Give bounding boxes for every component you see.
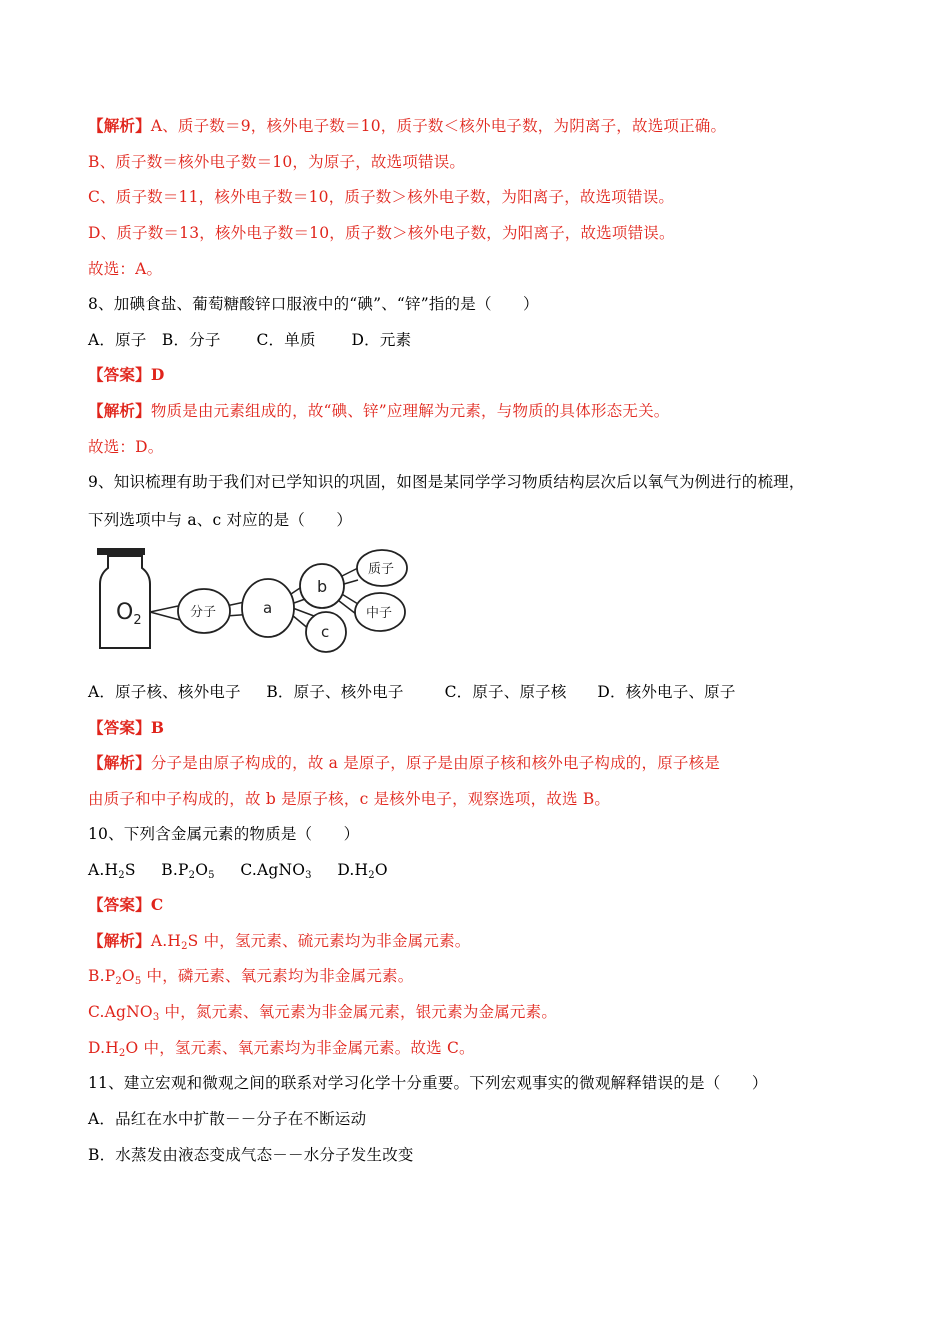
q8-options	[88, 330, 411, 350]
q8-analysis	[88, 401, 669, 421]
q9-analysis-line1	[88, 753, 720, 773]
q10-options	[88, 860, 388, 880]
q9-question-line1: 9、知识梳理有助于我们对已学知识的巩固，如图是某同学学习物质结构层次后以氧气为例进行的梳理，	[88, 473, 805, 491]
q9-question-line2: 下列选项中与 a、c 对应的是（ ）	[88, 511, 353, 529]
label-c: c	[321, 623, 330, 641]
q8-option-d: D．元素	[351, 331, 412, 349]
q9-option-a: A．原子核、核外电子	[88, 683, 241, 701]
analysis-tag: 【解析】	[88, 753, 151, 772]
analysis-tag: 【解析】	[88, 116, 151, 135]
q8-answer-value: D	[150, 365, 165, 384]
q7-conclusion: 故选：A。	[88, 260, 163, 278]
q9-option-c: C．原子、原子核	[444, 683, 567, 701]
q9-options	[88, 682, 736, 702]
q8-question: 8、加碘食盐、葡萄糖酸锌口服液中的“碘”、“锌”指的是（ ）	[88, 295, 539, 313]
q8-option-a: A．原子	[88, 331, 147, 349]
analysis-tag: 【解析】	[88, 401, 151, 420]
q10-analysis-a: 【解析】$A.H_2S$ 中，氢元素、硫元素均为非金属元素。	[88, 931, 471, 952]
q11-option-a: A．品红在水中扩散－－分子在不断运动	[88, 1110, 367, 1128]
q10-option-b: $B.P_2O_5$	[161, 861, 215, 881]
q10-question: 10、下列含金属元素的物质是（ ）	[88, 825, 360, 843]
q10-option-c: C.AgNO$_3$	[240, 861, 312, 881]
q7-analysis-a-text: A、质子数＝9，核外电子数＝10，质子数＜核外电子数，为阴离子，故选项正确。	[150, 117, 727, 135]
bottle-formula: $O_2$	[116, 600, 142, 628]
structure-diagram	[96, 544, 416, 656]
q7-analysis-d: D、质子数＝13，核外电子数＝10，质子数＞核外电子数，为阳离子，故选项错误。	[88, 224, 675, 242]
q8-conclusion: 故选：D。	[88, 438, 164, 456]
answer-tag: 【答案】	[88, 365, 151, 384]
q10-option-d: $D.H_2O$	[337, 861, 388, 881]
q7-analysis-b: B、质子数＝核外电子数＝10，为原子，故选项错误。	[88, 153, 466, 171]
label-molecule: 分子	[190, 605, 217, 620]
q9-answer-value: B	[150, 718, 165, 737]
label-b: b	[317, 577, 328, 596]
label-neutron: 中子	[366, 606, 393, 621]
oxygen-bottle	[98, 549, 150, 648]
analysis-tag: 【解析】	[88, 931, 151, 950]
q10-answer-value: C	[150, 895, 164, 914]
q9-option-d: D．核外电子、原子	[597, 683, 736, 701]
q8-option-c: C．单质	[256, 331, 316, 349]
answer-tag: 【答案】	[88, 718, 151, 737]
q8-answer	[88, 365, 164, 385]
q9-answer	[88, 718, 164, 738]
q10-analysis-d: $D.H_2O$ 中，氢元素、氧元素均为非金属元素。故选 C。	[88, 1039, 475, 1059]
label-proton: 质子	[368, 562, 395, 577]
q9-analysis-text: 分子是由原子构成的，故 a 是原子，原子是由原子核和核外电子构成的，原子核是	[150, 754, 721, 772]
q11-option-b: B．水蒸发由液态变成气态－－水分子发生改变	[88, 1146, 414, 1164]
answer-tag: 【答案】	[88, 895, 151, 914]
q10-analysis-c: C.AgNO$_3$ 中，氮元素、氧元素为非金属元素，银元素为金属元素。	[88, 1003, 558, 1023]
q9-option-b: B．原子、核外电子	[266, 683, 404, 701]
q10-answer	[88, 895, 163, 915]
q11-question: 11、建立宏观和微观之间的联系对学习化学十分重要。下列宏观事实的微观解释错误的是（ ）	[88, 1074, 768, 1092]
q7-analysis-a	[88, 116, 726, 136]
label-a: a	[263, 599, 273, 617]
q8-option-b: B．分子	[161, 331, 221, 349]
q8-analysis-text: 物质是由元素组成的，故“碘、锌”应理解为元素，与物质的具体形态无关。	[150, 402, 670, 420]
q7-analysis-c: C、质子数＝11，核外电子数＝10，质子数＞核外电子数，为阳离子，故选项错误。	[88, 188, 675, 206]
q10-analysis-b: $B.P_2O_5$ 中，磷元素、氧元素均为非金属元素。	[88, 967, 414, 987]
q9-analysis-line2: 由质子和中子构成的，故 b 是原子核，c 是核外电子，观察选项，故选 B。	[88, 790, 611, 808]
q10-option-a: $A.H_2S$	[88, 861, 136, 881]
